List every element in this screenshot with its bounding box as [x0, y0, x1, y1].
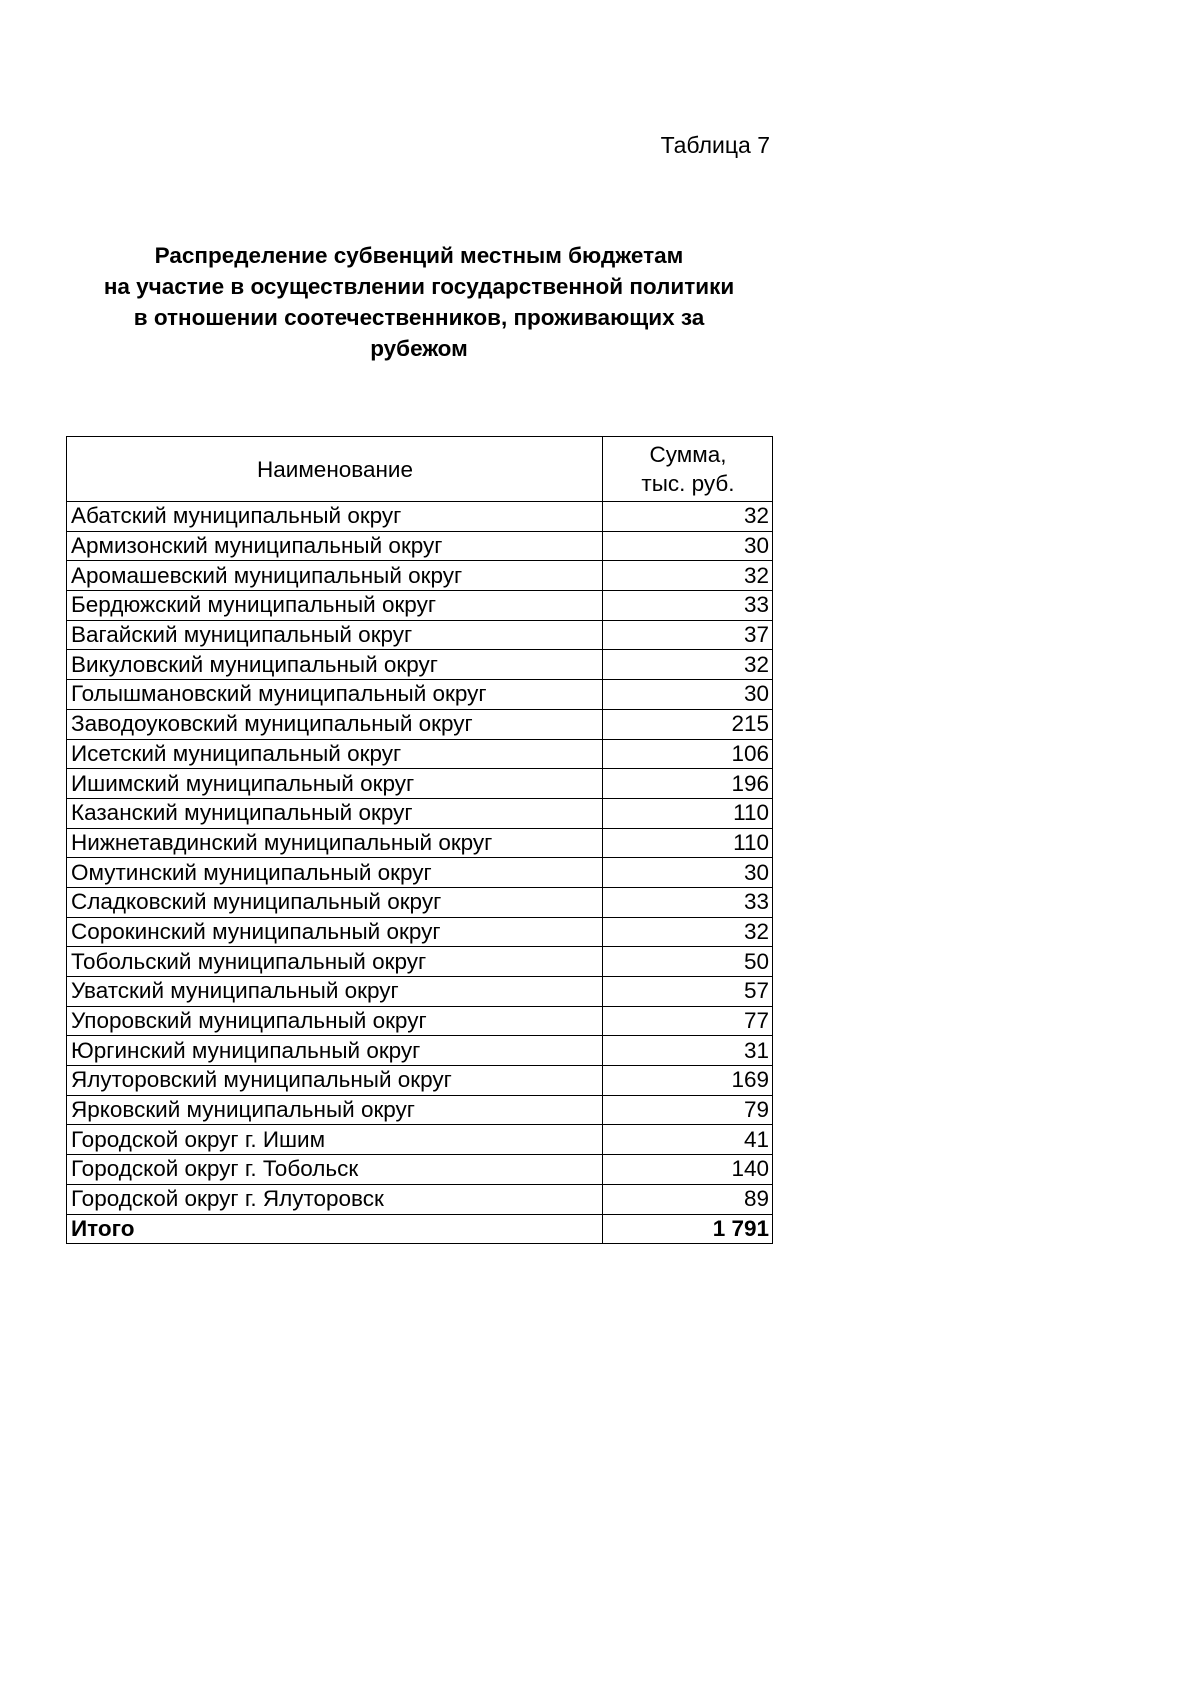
row-name: Городской округ г. Ишим [67, 1125, 603, 1155]
total-label: Итого [67, 1214, 603, 1244]
row-value: 110 [603, 798, 773, 828]
table-row [67, 561, 773, 591]
table-row [67, 1184, 773, 1214]
title-line: рубежом [370, 336, 468, 361]
row-name: Нижнетавдинский муниципальный округ [67, 828, 603, 858]
row-name: Заводоуковский муниципальный округ [67, 709, 603, 739]
table-row [67, 531, 773, 561]
row-value: 50 [603, 947, 773, 977]
subsidies-table [66, 436, 773, 1244]
row-value: 57 [603, 977, 773, 1007]
row-name: Упоровский муниципальный округ [67, 1006, 603, 1036]
table-number-label: Таблица 7 [660, 132, 770, 158]
table-row [67, 977, 773, 1007]
row-value: 32 [603, 502, 773, 532]
row-name: Тобольский муниципальный округ [67, 947, 603, 977]
title-line: в отношении соотечественников, проживающих за [133, 305, 705, 330]
column-header-sum-line1: Сумма, [649, 442, 727, 467]
total-row [67, 1214, 773, 1244]
row-name: Викуловский муниципальный округ [67, 650, 603, 680]
table-row [67, 1095, 773, 1125]
table-row [67, 650, 773, 680]
row-name: Сорокинский муниципальный округ [67, 917, 603, 947]
row-value: 33 [603, 887, 773, 917]
table-row [67, 769, 773, 799]
column-header-name: Наименование [67, 437, 603, 502]
table-row [67, 1155, 773, 1185]
table-row [67, 1036, 773, 1066]
row-name: Казанский муниципальный округ [67, 798, 603, 828]
row-name: Уватский муниципальный округ [67, 977, 603, 1007]
table-row [67, 1006, 773, 1036]
row-value: 110 [603, 828, 773, 858]
table-row [67, 947, 773, 977]
row-value: 32 [603, 650, 773, 680]
title-line: на участие в осуществлении государственной политики [103, 274, 735, 299]
row-value: 169 [603, 1066, 773, 1096]
row-name: Городской округ г. Тобольск [67, 1155, 603, 1185]
table-row [67, 887, 773, 917]
table-row [67, 680, 773, 710]
total-value: 1 791 [603, 1214, 773, 1244]
table-row [67, 1125, 773, 1155]
row-value: 32 [603, 917, 773, 947]
row-value: 30 [603, 531, 773, 561]
row-name: Вагайский муниципальный округ [67, 620, 603, 650]
row-value: 32 [603, 561, 773, 591]
title-line: Распределение субвенций местным бюджетам [154, 243, 684, 268]
table-row [67, 1066, 773, 1096]
row-value: 79 [603, 1095, 773, 1125]
row-name: Ярковский муниципальный округ [67, 1095, 603, 1125]
row-name: Бердюжский муниципальный округ [67, 591, 603, 621]
row-name: Ялуторовский муниципальный округ [67, 1066, 603, 1096]
row-value: 37 [603, 620, 773, 650]
row-name: Ишимский муниципальный округ [67, 769, 603, 799]
row-value: 30 [603, 858, 773, 888]
table-row [67, 828, 773, 858]
table-header-row [67, 437, 773, 502]
table-row [67, 502, 773, 532]
row-name: Омутинский муниципальный округ [67, 858, 603, 888]
table-row [67, 798, 773, 828]
row-value: 196 [603, 769, 773, 799]
document-title [66, 240, 772, 364]
column-header-sum [603, 437, 773, 502]
row-value: 33 [603, 591, 773, 621]
row-name: Сладковский муниципальный округ [67, 887, 603, 917]
table-row [67, 591, 773, 621]
row-name: Исетский муниципальный округ [67, 739, 603, 769]
column-header-sum-line2: тыс. руб. [641, 471, 735, 496]
row-name: Аромашевский муниципальный округ [67, 561, 603, 591]
row-value: 30 [603, 680, 773, 710]
row-name: Голышмановский муниципальный округ [67, 680, 603, 710]
table-row [67, 739, 773, 769]
row-name: Юргинский муниципальный округ [67, 1036, 603, 1066]
row-value: 41 [603, 1125, 773, 1155]
row-name: Армизонский муниципальный округ [67, 531, 603, 561]
row-value: 140 [603, 1155, 773, 1185]
row-name: Городской округ г. Ялуторовск [67, 1184, 603, 1214]
table-row [67, 709, 773, 739]
table-row [67, 858, 773, 888]
row-value: 215 [603, 709, 773, 739]
table-row [67, 917, 773, 947]
row-value: 31 [603, 1036, 773, 1066]
table-row [67, 620, 773, 650]
row-value: 89 [603, 1184, 773, 1214]
row-value: 106 [603, 739, 773, 769]
row-value: 77 [603, 1006, 773, 1036]
row-name: Абатский муниципальный округ [67, 502, 603, 532]
